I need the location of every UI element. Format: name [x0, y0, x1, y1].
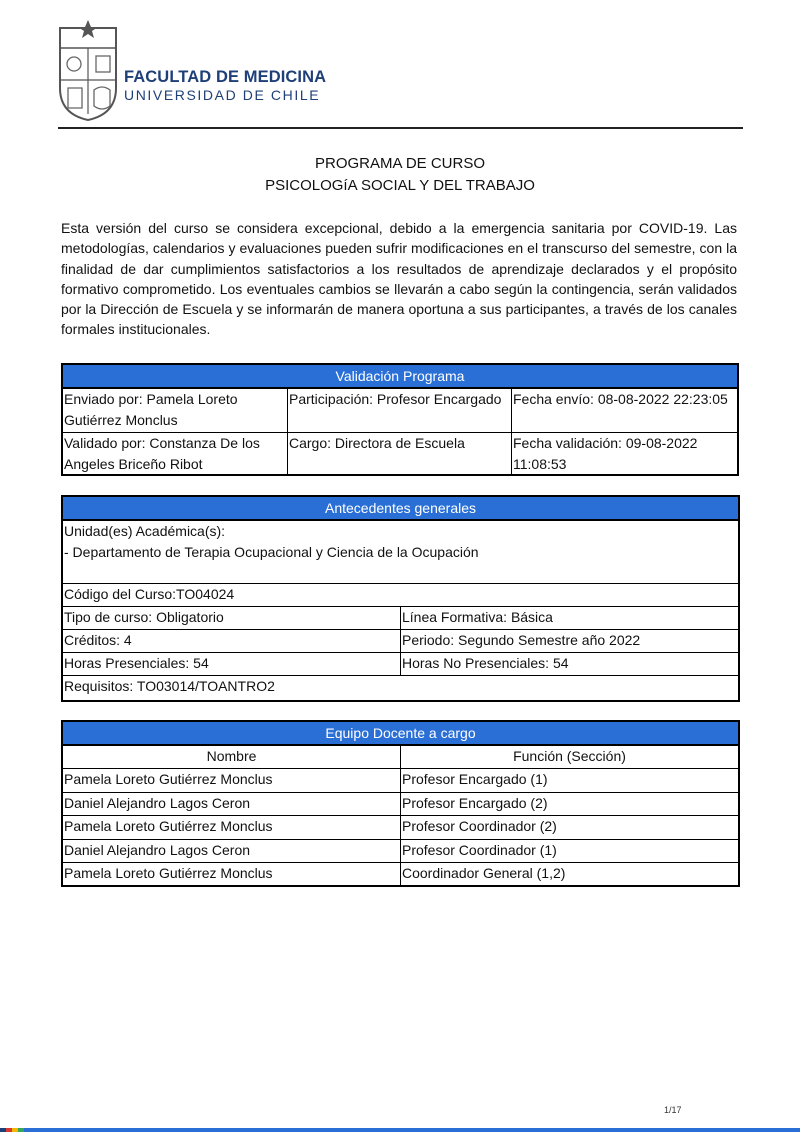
page-number: 1/17 — [664, 1105, 682, 1115]
title-line-1: PROGRAMA DE CURSO — [314, 155, 486, 172]
background-heading: Antecedentes generales — [63, 497, 738, 521]
table-row — [63, 630, 738, 653]
period: Periodo: Segundo Semestre año 2022 — [400, 630, 738, 652]
member-function: Profesor Encargado (1) — [400, 769, 738, 792]
validation-table — [61, 363, 739, 476]
participation: Participación: Profesor Encargado — [287, 389, 511, 432]
course-code: Código del Curso:TO04024 — [64, 586, 235, 602]
intro-paragraph: Esta versión del curso se considera excepcional, debido a la emergencia sanitaria por COVID-19. Las metodologías, calendarios y evaluaciones pueden sufrir modificaciones en el transcurso del semestre, con la finalidad de dar cumplimientos satisfactorios a los resultados de aprendizaje declarados y el propósito formativo comprometido. Los eventuales cambios se llevarán a cabo según la contingencia, serán validados por la Dirección de Escuela y se informarán de manera oportuna a sus participantes, a través de los canales formales institucionales. — [61, 220, 737, 338]
table-row — [63, 816, 738, 840]
header-divider — [58, 127, 743, 129]
academic-unit — [63, 521, 738, 583]
team-heading: Equipo Docente a cargo — [63, 722, 738, 746]
send-date: Fecha envío: 08-08-2022 22:23:05 — [511, 389, 737, 432]
table-row — [63, 863, 738, 887]
table-row — [63, 584, 738, 607]
table-row — [63, 653, 738, 676]
table-row — [63, 676, 738, 698]
table-row — [63, 521, 738, 584]
table-row — [63, 607, 738, 630]
university-name: UNIVERSIDAD DE CHILE — [124, 87, 321, 103]
member-name: Pamela Loreto Gutiérrez Monclus — [64, 865, 273, 881]
member-function: Profesor Encargado (2) — [400, 793, 738, 816]
table-header-row — [63, 746, 738, 769]
column-header-function: Función (Sección) — [400, 746, 738, 768]
member-name: Pamela Loreto Gutiérrez Monclus — [64, 771, 273, 787]
faculty-name: FACULTAD DE MEDICINA — [124, 68, 327, 86]
validated-by: Validado por: Constanza De los Angeles Briceño Ribot — [64, 435, 260, 472]
credits: Créditos: 4 — [64, 632, 132, 648]
document-title — [0, 153, 800, 197]
member-function: Coordinador General (1,2) — [400, 863, 738, 887]
validation-heading: Validación Programa — [63, 365, 737, 389]
training-line: Línea Formativa: Básica — [400, 607, 738, 629]
table-row — [63, 433, 737, 476]
member-function: Profesor Coordinador (1) — [400, 840, 738, 863]
sent-by: Enviado por: Pamela Loreto Gutiérrez Monclus — [64, 391, 238, 428]
table-row — [63, 769, 738, 793]
member-name: Pamela Loreto Gutiérrez Monclus — [64, 818, 273, 834]
column-header-name: Nombre — [206, 748, 257, 764]
footer-color-segment — [24, 1128, 800, 1132]
table-row — [63, 389, 737, 433]
academic-unit-value: - Departamento de Terapia Ocupacional y Ciencia de la Ocupación — [64, 544, 479, 560]
title-line-2: PSICOLOGíA SOCIAL Y DEL TRABAJO — [265, 177, 535, 194]
teaching-team-table — [61, 720, 740, 887]
in-person-hours: Horas Presenciales: 54 — [64, 655, 209, 671]
footer-color-bar — [0, 1128, 800, 1132]
non-in-person-hours: Horas No Presenciales: 54 — [400, 653, 738, 675]
university-crest-icon — [58, 18, 118, 122]
faculty-logo — [58, 18, 327, 122]
member-name: Daniel Alejandro Lagos Ceron — [64, 841, 251, 858]
member-name: Daniel Alejandro Lagos Ceron — [64, 794, 251, 811]
validation-date: Fecha validación: 09-08-2022 11:08:53 — [511, 433, 737, 476]
member-function: Profesor Coordinador (2) — [400, 816, 738, 839]
position: Cargo: Directora de Escuela — [287, 433, 511, 476]
academic-unit-label: Unidad(es) Académica(s): — [64, 523, 226, 539]
table-row — [63, 793, 738, 817]
requirements: Requisitos: TO03014/TOANTRO2 — [64, 678, 275, 694]
table-row — [63, 840, 738, 864]
course-type: Tipo de curso: Obligatorio — [64, 609, 224, 625]
general-background-table — [61, 495, 740, 702]
